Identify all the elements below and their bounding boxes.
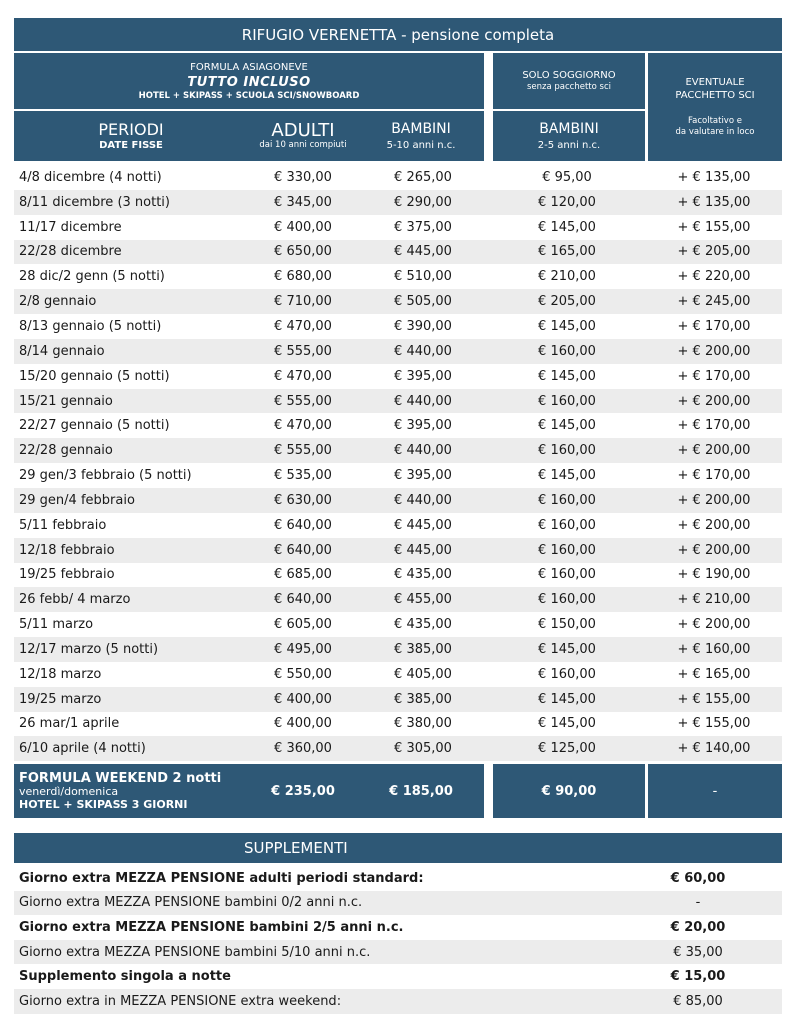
bambini-5-10-cell: € 445,00: [394, 244, 452, 260]
period-cell: 4/8 dicembre (4 notti): [19, 169, 162, 185]
adulti-cell: € 470,00: [274, 318, 332, 334]
weekend-pacchetto: [648, 764, 782, 818]
facoltativo-line2: da valutare in loco: [675, 127, 755, 137]
period-cell: 2/8 gennaio: [19, 294, 97, 310]
adulti-line1: ADULTI: [271, 120, 335, 141]
adulti-cell: € 400,00: [274, 716, 332, 732]
column-headers: [14, 111, 484, 161]
period-cell: 6/10 aprile (4 notti): [19, 741, 146, 757]
eventuale-header: [648, 53, 782, 161]
bambini-5-10-cell: € 505,00: [394, 294, 452, 310]
bambini-5-10-cell: € 510,00: [394, 269, 452, 285]
period-cell: 5/11 febbraio: [19, 517, 107, 533]
table-row: [14, 463, 782, 488]
formula-header: [14, 53, 484, 109]
bambini-2-5-cell: € 160,00: [538, 343, 596, 359]
bambini-5-10-cell: € 290,00: [394, 194, 452, 210]
period-cell: 26 mar/1 aprile: [19, 716, 120, 732]
supplementi-list: [14, 866, 782, 1014]
bambini-5-10-cell: € 435,00: [394, 567, 452, 583]
supplemento-label: Giorno extra in MEZZA PENSIONE extra weekend:: [19, 993, 342, 1009]
adulti-cell: € 470,00: [274, 418, 332, 434]
bambini2-line1: BAMBINI: [539, 121, 599, 137]
table-row: [14, 264, 782, 289]
table-row: [14, 314, 782, 339]
table-title: [14, 18, 782, 51]
period-cell: 15/20 gennaio (5 notti): [19, 368, 170, 384]
pacchetto-cell: + € 170,00: [677, 318, 751, 334]
bambini-5-10-cell: € 440,00: [394, 343, 452, 359]
bambini-2-5-cell: € 160,00: [538, 393, 596, 409]
supplemento-row: [14, 915, 782, 940]
weekend-sub2: HOTEL + SKIPASS 3 GIORNI: [19, 798, 188, 811]
supplemento-value: € 60,00: [670, 870, 726, 886]
eventuale-line1: EVENTUALE: [685, 77, 745, 88]
adulti-cell: € 330,00: [274, 169, 332, 185]
period-cell: 29 gen/4 febbraio: [19, 492, 135, 508]
supplementi-title-bar: [14, 833, 782, 863]
bambini-5-10-header: [358, 111, 484, 161]
pacchetto-cell: + € 155,00: [677, 219, 751, 235]
pacchetto-cell: + € 155,00: [677, 691, 751, 707]
adulti-cell: € 345,00: [274, 194, 332, 210]
bambini-2-5-cell: € 160,00: [538, 567, 596, 583]
table-row: [14, 413, 782, 438]
bambini-2-5-cell: € 145,00: [538, 691, 596, 707]
supplemento-label: Supplemento singola a notte: [19, 969, 231, 985]
table-row: [14, 339, 782, 364]
facoltativo-line1: Facoltativo e: [688, 116, 742, 126]
bambini-2-5-cell: € 145,00: [538, 716, 596, 732]
bambini-2-5-cell: € 205,00: [538, 294, 596, 310]
bambini-5-10-cell: € 405,00: [394, 666, 452, 682]
pacchetto-cell: + € 155,00: [677, 716, 751, 732]
formula-line1: FORMULA ASIAGONEVE: [190, 61, 308, 73]
pacchetto-cell: + € 190,00: [677, 567, 751, 583]
bambini-2-5-header: [493, 111, 645, 161]
adulti-cell: € 535,00: [274, 468, 332, 484]
pacchetto-cell: + € 200,00: [677, 343, 751, 359]
pacchetto-cell: + € 170,00: [677, 368, 751, 384]
bambini-2-5-cell: € 95,00: [542, 169, 592, 185]
bambini-5-10-cell: € 395,00: [394, 468, 452, 484]
period-cell: 22/28 dicembre: [19, 244, 122, 260]
period-cell: 22/28 gennaio: [19, 443, 113, 459]
adulti-cell: € 640,00: [274, 542, 332, 558]
supplemento-value: € 35,00: [673, 944, 723, 960]
bambini-2-5-cell: € 165,00: [538, 244, 596, 260]
pacchetto-cell: + € 200,00: [677, 443, 751, 459]
bambini-5-10-cell: € 440,00: [394, 393, 452, 409]
supplemento-row: [14, 866, 782, 891]
bambini1-line1: BAMBINI: [391, 121, 451, 137]
table-row: [14, 165, 782, 190]
period-cell: 12/18 febbraio: [19, 542, 115, 558]
bambini-5-10-cell: € 440,00: [394, 443, 452, 459]
period-cell: 8/13 gennaio (5 notti): [19, 318, 162, 334]
supplemento-label: Giorno extra MEZZA PENSIONE bambini 0/2 anni n.c.: [19, 895, 363, 911]
table-row: [14, 612, 782, 637]
bambini-2-5-cell: € 125,00: [538, 741, 596, 757]
pacchetto-cell: + € 200,00: [677, 517, 751, 533]
formula-line3: HOTEL + SKIPASS + SCUOLA SCI/SNOWBOARD: [138, 90, 360, 101]
pacchetto-cell: + € 200,00: [677, 492, 751, 508]
bambini-2-5-cell: € 160,00: [538, 443, 596, 459]
bambini-2-5-cell: € 145,00: [538, 318, 596, 334]
weekend-bambini-2-5-value: € 90,00: [541, 783, 597, 799]
bambini-5-10-cell: € 435,00: [394, 617, 452, 633]
table-row: [14, 215, 782, 240]
weekend-bambini-2-5: [493, 764, 645, 818]
adulti-cell: € 605,00: [274, 617, 332, 633]
table-row: [14, 364, 782, 389]
adulti-cell: € 680,00: [274, 269, 332, 285]
weekend-sub: venerdì/domenica: [19, 785, 119, 798]
table-row: [14, 289, 782, 314]
period-cell: 11/17 dicembre: [19, 219, 122, 235]
weekend-bambini-5-10: € 185,00: [389, 783, 453, 799]
supplementi-title: SUPPLEMENTI: [244, 839, 348, 857]
table-row: [14, 488, 782, 513]
bambini-5-10-cell: € 455,00: [394, 592, 452, 608]
table-row: [14, 538, 782, 563]
adulti-cell: € 555,00: [274, 343, 332, 359]
table-row: [14, 563, 782, 588]
price-table-body: [14, 165, 782, 761]
table-row: [14, 736, 782, 761]
pacchetto-cell: + € 135,00: [677, 194, 751, 210]
bambini-5-10-cell: € 395,00: [394, 418, 452, 434]
bambini-5-10-cell: € 445,00: [394, 517, 452, 533]
adulti-cell: € 710,00: [274, 294, 332, 310]
table-row: [14, 389, 782, 414]
supplemento-label: Giorno extra MEZZA PENSIONE adulti periodi standard:: [19, 870, 424, 886]
pacchetto-cell: + € 210,00: [677, 592, 751, 608]
period-cell: 19/25 febbraio: [19, 567, 115, 583]
adulti-cell: € 360,00: [274, 741, 332, 757]
period-cell: 12/18 marzo: [19, 666, 102, 682]
weekend-adulti: € 235,00: [271, 783, 335, 799]
weekend-title: FORMULA WEEKEND 2 notti: [19, 771, 222, 786]
adulti-cell: € 640,00: [274, 592, 332, 608]
table-row: [14, 438, 782, 463]
supplemento-row: [14, 989, 782, 1014]
pacchetto-cell: + € 135,00: [677, 169, 751, 185]
table-row: [14, 513, 782, 538]
supplemento-value: € 85,00: [673, 993, 723, 1009]
bambini-5-10-cell: € 390,00: [394, 318, 452, 334]
periodi-header: [14, 111, 248, 161]
formula-brand-logo: TUTTO INCLUSO: [187, 74, 311, 90]
table-row: [14, 587, 782, 612]
adulti-cell: € 495,00: [274, 641, 332, 657]
pacchetto-cell: + € 205,00: [677, 244, 751, 260]
bambini-5-10-cell: € 385,00: [394, 641, 452, 657]
bambini-2-5-cell: € 145,00: [538, 219, 596, 235]
period-cell: 22/27 gennaio (5 notti): [19, 418, 170, 434]
supplemento-value: -: [695, 895, 701, 911]
bambini-5-10-cell: € 380,00: [394, 716, 452, 732]
adulti-line2: dai 10 anni compiuti: [259, 140, 347, 150]
table-row: [14, 712, 782, 737]
adulti-cell: € 555,00: [274, 443, 332, 459]
weekend-pacchetto-value: -: [712, 783, 718, 799]
bambini-2-5-cell: € 145,00: [538, 468, 596, 484]
pacchetto-cell: + € 160,00: [677, 641, 751, 657]
adulti-cell: € 650,00: [274, 244, 332, 260]
periodi-line1: PERIODI: [98, 120, 164, 139]
periodi-line2: DATE FISSE: [99, 140, 163, 151]
adulti-cell: € 685,00: [274, 567, 332, 583]
period-cell: 5/11 marzo: [19, 617, 94, 633]
adulti-cell: € 400,00: [274, 219, 332, 235]
adulti-cell: € 555,00: [274, 393, 332, 409]
table-row: [14, 637, 782, 662]
bambini-5-10-cell: € 440,00: [394, 492, 452, 508]
solo-soggiorno-header: [493, 53, 645, 109]
period-cell: 26 febb/ 4 marzo: [19, 592, 131, 608]
adulti-cell: € 630,00: [274, 492, 332, 508]
bambini-2-5-cell: € 120,00: [538, 194, 596, 210]
table-row: [14, 190, 782, 215]
table-row: [14, 240, 782, 265]
eventuale-line2: PACCHETTO SCI: [675, 90, 755, 101]
table-title-text: RIFUGIO VERENETTA - pensione completa: [241, 25, 555, 44]
table-row: [14, 687, 782, 712]
weekend-row: [14, 764, 484, 818]
bambini-2-5-cell: € 160,00: [538, 592, 596, 608]
bambini-5-10-cell: € 305,00: [394, 741, 452, 757]
period-cell: 19/25 marzo: [19, 691, 102, 707]
period-cell: 12/17 marzo (5 notti): [19, 641, 159, 657]
pacchetto-cell: + € 200,00: [677, 393, 751, 409]
adulti-cell: € 400,00: [274, 691, 332, 707]
pacchetto-cell: + € 170,00: [677, 468, 751, 484]
adulti-cell: € 550,00: [274, 666, 332, 682]
period-cell: 28 dic/2 genn (5 notti): [19, 269, 165, 285]
supplemento-value: € 15,00: [670, 969, 726, 985]
bambini2-line2: 2-5 anni n.c.: [537, 140, 601, 151]
supplemento-label: Giorno extra MEZZA PENSIONE bambini 5/10 anni n.c.: [19, 944, 371, 960]
supplemento-row: [14, 964, 782, 989]
bambini-2-5-cell: € 145,00: [538, 641, 596, 657]
period-cell: 15/21 gennaio: [19, 393, 113, 409]
pacchetto-cell: + € 170,00: [677, 418, 751, 434]
bambini-5-10-cell: € 265,00: [394, 169, 452, 185]
supplemento-row: [14, 940, 782, 965]
bambini-2-5-cell: € 145,00: [538, 368, 596, 384]
bambini-2-5-cell: € 160,00: [538, 666, 596, 682]
supplemento-row: [14, 891, 782, 916]
period-cell: 29 gen/3 febbraio (5 notti): [19, 468, 192, 484]
adulti-cell: € 470,00: [274, 368, 332, 384]
bambini-5-10-cell: € 385,00: [394, 691, 452, 707]
adulti-header: [248, 111, 358, 161]
adulti-cell: € 640,00: [274, 517, 332, 533]
bambini-5-10-cell: € 395,00: [394, 368, 452, 384]
solo-line2: senza pacchetto sci: [526, 82, 612, 92]
bambini-2-5-cell: € 210,00: [538, 269, 596, 285]
bambini-2-5-cell: € 160,00: [538, 542, 596, 558]
period-cell: 8/14 gennaio: [19, 343, 105, 359]
pacchetto-cell: + € 140,00: [677, 741, 751, 757]
pacchetto-cell: + € 200,00: [677, 617, 751, 633]
table-row: [14, 662, 782, 687]
weekend-label: [14, 771, 248, 811]
period-cell: 8/11 dicembre (3 notti): [19, 194, 170, 210]
bambini-5-10-cell: € 375,00: [394, 219, 452, 235]
pacchetto-cell: + € 165,00: [677, 666, 751, 682]
bambini1-line2: 5-10 anni n.c.: [386, 140, 456, 151]
solo-line1: SOLO SOGGIORNO: [522, 70, 616, 81]
bambini-5-10-cell: € 445,00: [394, 542, 452, 558]
supplemento-value: € 20,00: [670, 919, 726, 935]
bambini-2-5-cell: € 160,00: [538, 517, 596, 533]
pacchetto-cell: + € 220,00: [677, 269, 751, 285]
bambini-2-5-cell: € 145,00: [538, 418, 596, 434]
bambini-2-5-cell: € 160,00: [538, 492, 596, 508]
supplemento-label: Giorno extra MEZZA PENSIONE bambini 2/5 anni n.c.: [19, 919, 404, 935]
pacchetto-cell: + € 200,00: [677, 542, 751, 558]
pacchetto-cell: + € 245,00: [677, 294, 751, 310]
bambini-2-5-cell: € 150,00: [538, 617, 596, 633]
